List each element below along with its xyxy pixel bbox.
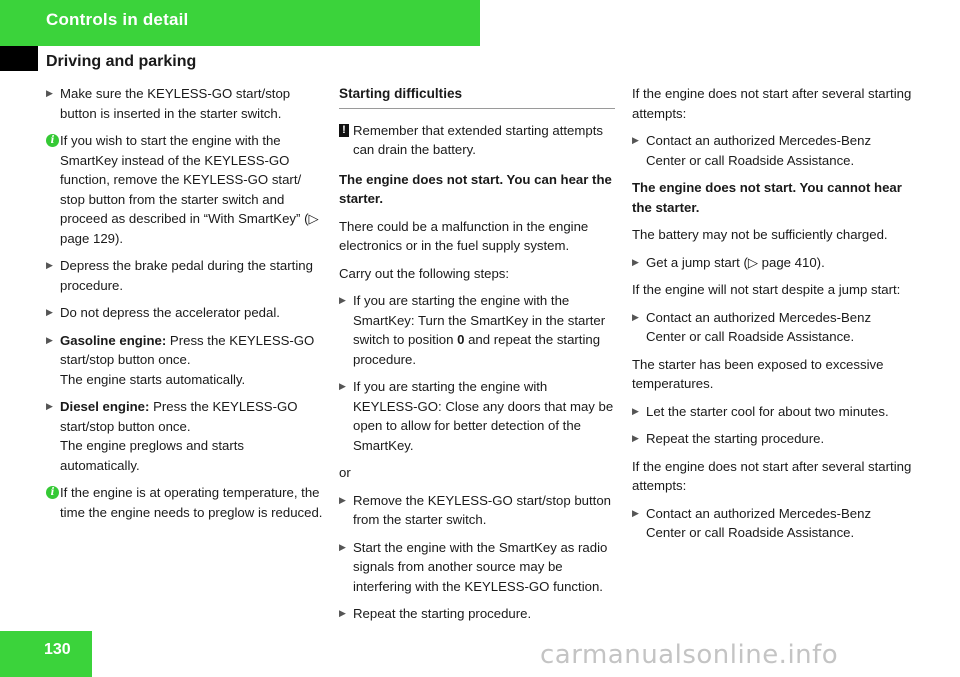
page-number-box [0,631,92,677]
subheading: The engine does not start. You cannot hear the starter. [632,180,902,215]
warning-note: ! Remember that extended starting attempts can drain the battery. [339,121,615,160]
paragraph: If the engine does not start after several starting attempts: [632,458,912,493]
triangle-right-icon: ▶ [632,405,639,416]
column-3 [632,84,912,551]
triangle-right-icon: ▶ [632,433,639,443]
triangle-right-icon: ▶ [632,311,639,322]
list-item: ▶ Contact an authorized Mercedes-Benz Center or call Roadside Assistance. [632,309,872,344]
watermark: carmanualsonline.info [540,640,839,670]
list-item: ▶ Repeat the starting procedure. [339,604,615,624]
list-item: ▶ Do not depress the accelerator pedal. [46,303,324,323]
paragraph: If the engine will not start despite a jump start: [632,282,901,297]
triangle-right-icon: ▶ [339,608,346,618]
paragraph: The battery may not be sufficiently charged. [632,227,888,242]
info-note: i If you wish to start the engine with the SmartKey instead of the KEYLESS-GO function, remove the KEYLESS-GO start/ stop button from the starter switch and proceed as described in “With SmartKey” (▷ page 129). [46,131,324,248]
list-item: ▶ Repeat the starting procedure. [632,429,912,449]
section-heading: Starting difficulties [339,84,615,109]
list-item: ▶ Start the engine with the SmartKey as radio signals from another source may be interfering with the KEYLESS-GO function. [339,539,608,594]
triangle-right-icon: ▶ [339,494,346,505]
list-item: ▶ Contact an authorized Mercedes-Benz Center or call Roadside Assistance. [632,133,872,168]
exclamation-icon: ! [339,124,349,137]
triangle-right-icon: ▶ [46,88,53,98]
list-item: ▶ Gasoline engine: Press the KEYLESS-GO start/stop button once. The engine starts automatically. [46,332,315,387]
triangle-right-icon: ▶ [632,256,639,267]
column-1 [46,84,324,530]
paragraph: Carry out the following steps: [339,265,510,281]
list-item: ▶ Make sure the KEYLESS-GO start/stop button is inserted in the starter switch. [46,86,291,121]
list-item: ▶ Contact an authorized Mercedes-Benz Center or call Roadside Assistance. [632,505,872,540]
triangle-right-icon: ▶ [46,260,53,270]
list-item: ▶ Remove the KEYLESS-GO start/stop button from the starter switch. [339,492,612,527]
list-item: ▶ Diesel engine: Press the KEYLESS-GO start/stop button once. The engine preglows and starts automatically. [46,399,298,473]
triangle-right-icon: ▶ [339,381,346,391]
triangle-right-icon: ▶ [46,307,53,317]
triangle-right-icon: ▶ [46,334,53,345]
triangle-right-icon: ▶ [339,295,346,305]
info-note: i If the engine is at operating temperature, the time the engine needs to preglow is reduced. [46,483,324,522]
list-item: ▶ Depress the brake pedal during the starting procedure. [46,258,313,293]
triangle-right-icon: ▶ [46,401,53,411]
info-circle-icon: i [46,486,59,499]
page-number: 130 [44,641,71,658]
subheading: The engine does not start. You can hear the starter. [339,171,612,206]
section-title: Controls in detail [46,10,189,29]
triangle-right-icon: ▶ [632,507,639,518]
triangle-right-icon: ▶ [632,135,639,145]
header-tab [0,46,38,71]
triangle-right-icon: ▶ [339,541,346,552]
list-item: ▶ Let the starter cool for about two minutes. [632,402,912,422]
subsection-title: Driving and parking [46,53,197,70]
paragraph: The starter has been exposed to excessive temperatures. [632,356,884,391]
paragraph: If the engine does not start after several starting attempts: [632,86,912,121]
list-item: ▶ If you are starting the engine with the SmartKey: Turn the SmartKey in the starter switch to position 0 and repeat the starting procedure. [339,293,606,367]
list-item: ▶ If you are starting the engine with KEYLESS-GO: Close any doors that may be open to allow for better detection of the SmartKey. [339,379,614,453]
paragraph: There could be a malfunction in the engine electronics or in the fuel supply system. [339,218,589,253]
paragraph: or [339,465,351,480]
column-2 [339,84,615,632]
list-item: ▶ Get a jump start (▷ page 410). [632,253,912,273]
info-circle-icon: i [46,134,59,147]
header-bar [0,0,480,46]
